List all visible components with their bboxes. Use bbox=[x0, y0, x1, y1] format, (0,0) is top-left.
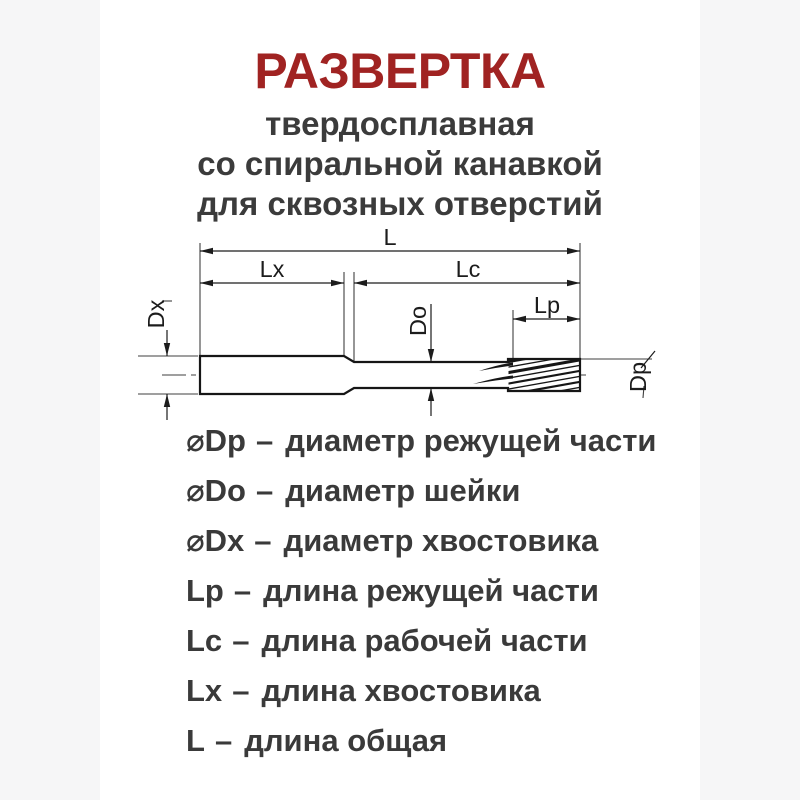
legend-symbol: Lc bbox=[186, 623, 223, 658]
legend-description: диаметр хвостовика bbox=[283, 523, 599, 558]
label-overall-length: L bbox=[383, 224, 397, 250]
legend-separator: – bbox=[254, 523, 272, 558]
legend-separator: – bbox=[256, 473, 274, 508]
legend-description: длина общая bbox=[244, 723, 448, 758]
label-working-length: Lc bbox=[455, 256, 481, 282]
subtitle-line: твердосплавная bbox=[265, 105, 535, 142]
legend-symbol: L bbox=[186, 723, 205, 758]
legend-separator: – bbox=[256, 423, 274, 458]
label-neck-diameter: Do bbox=[405, 305, 431, 337]
legend-description: длина хвостовика bbox=[261, 673, 541, 708]
label-shank-length: Lx bbox=[259, 256, 285, 282]
subtitle-line: для сквозных отверстий bbox=[197, 185, 603, 222]
legend-separator: – bbox=[232, 673, 250, 708]
label-cutting-length: Lp bbox=[533, 292, 561, 318]
legend-symbol: ⌀Dp bbox=[186, 423, 246, 458]
legend-symbol: Lp bbox=[186, 573, 224, 608]
subtitle-line: со спиральной канавкой bbox=[197, 145, 603, 182]
legend-separator: – bbox=[232, 623, 250, 658]
legend-symbol: ⌀Do bbox=[186, 473, 246, 508]
legend-description: диаметр режущей части bbox=[285, 423, 657, 458]
label-shank-diameter: Dx bbox=[143, 299, 169, 329]
legend-symbol: Lx bbox=[186, 673, 223, 708]
label-cutting-diameter: Dp bbox=[625, 361, 651, 393]
legend-symbol: ⌀Dx bbox=[186, 523, 245, 558]
legend-separator: – bbox=[214, 723, 233, 758]
legend-description: диаметр шейки bbox=[285, 473, 521, 508]
legend-separator: – bbox=[233, 573, 252, 608]
legend-description: длина режущей части bbox=[263, 573, 599, 608]
legend-description: длина рабочей части bbox=[261, 623, 588, 658]
page-title: РАЗВЕРТКА bbox=[254, 43, 546, 99]
